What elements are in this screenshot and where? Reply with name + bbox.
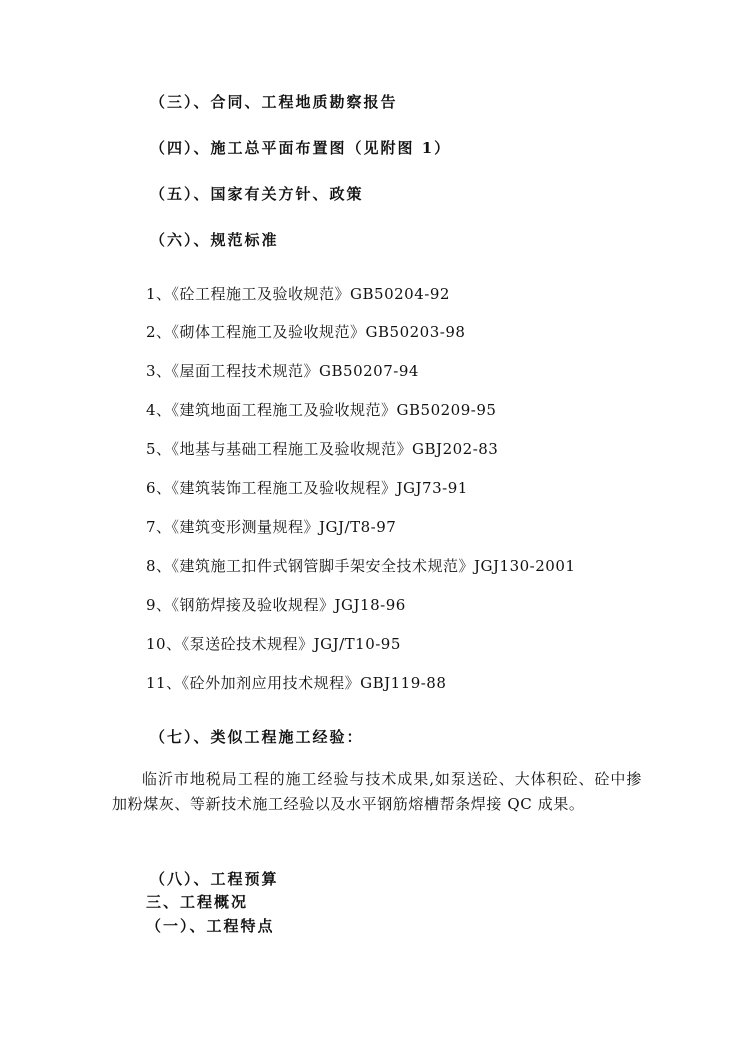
standard-item-8: 8、《建筑施工扣件式钢管脚手架安全技术规范》JGJ130-2001 [146,557,576,575]
subsection-heading-1: （一）、工程特点 [146,917,275,935]
experience-paragraph: 临沂市地税局工程的施工经验与技术成果,如泵送砼、大体积砼、砼中掺加粉煤灰、等新技术施工经验以及水平钢筋熔槽帮条焊接 QC 成果。 [112,770,642,813]
standard-item-1: 1、《砼工程施工及验收规范》GB50204-92 [146,285,450,303]
standard-item-11: 11、《砼外加剂应用技术规程》GBJ119-88 [146,674,447,692]
standard-item-10: 10、《泵送砼技术规程》JGJ/T10-95 [146,635,401,653]
section-heading-5: （五）、国家有关方针、政策 [150,185,364,203]
standard-item-4: 4、《建筑地面工程施工及验收规范》GB50209-95 [146,401,497,419]
standard-item-9: 9、《钢筋焊接及验收规程》JGJ18-96 [146,596,406,614]
standard-item-6: 6、《建筑装饰工程施工及验收规程》JGJ73-91 [146,479,468,497]
section-heading-6: （六）、规范标准 [150,231,279,249]
section-heading-7: （七）、类似工程施工经验： [150,728,364,746]
standard-item-3: 3、《屋面工程技术规范》GB50207-94 [146,362,419,380]
standard-item-5: 5、《地基与基础工程施工及验收规范》GBJ202-83 [146,440,499,458]
standard-item-2: 2、《砌体工程施工及验收规范》GB50203-98 [146,323,466,341]
standard-item-7: 7、《建筑变形测量规程》JGJ/T8-97 [146,518,397,536]
section-heading-4: （四）、施工总平面布置图（见附图 1） [150,139,452,157]
section-heading-3: （三）、合同、工程地质勘察报告 [150,93,398,111]
chapter-heading-3: 三、工程概况 [146,893,249,911]
section-heading-8: （八）、工程预算 [150,870,279,888]
